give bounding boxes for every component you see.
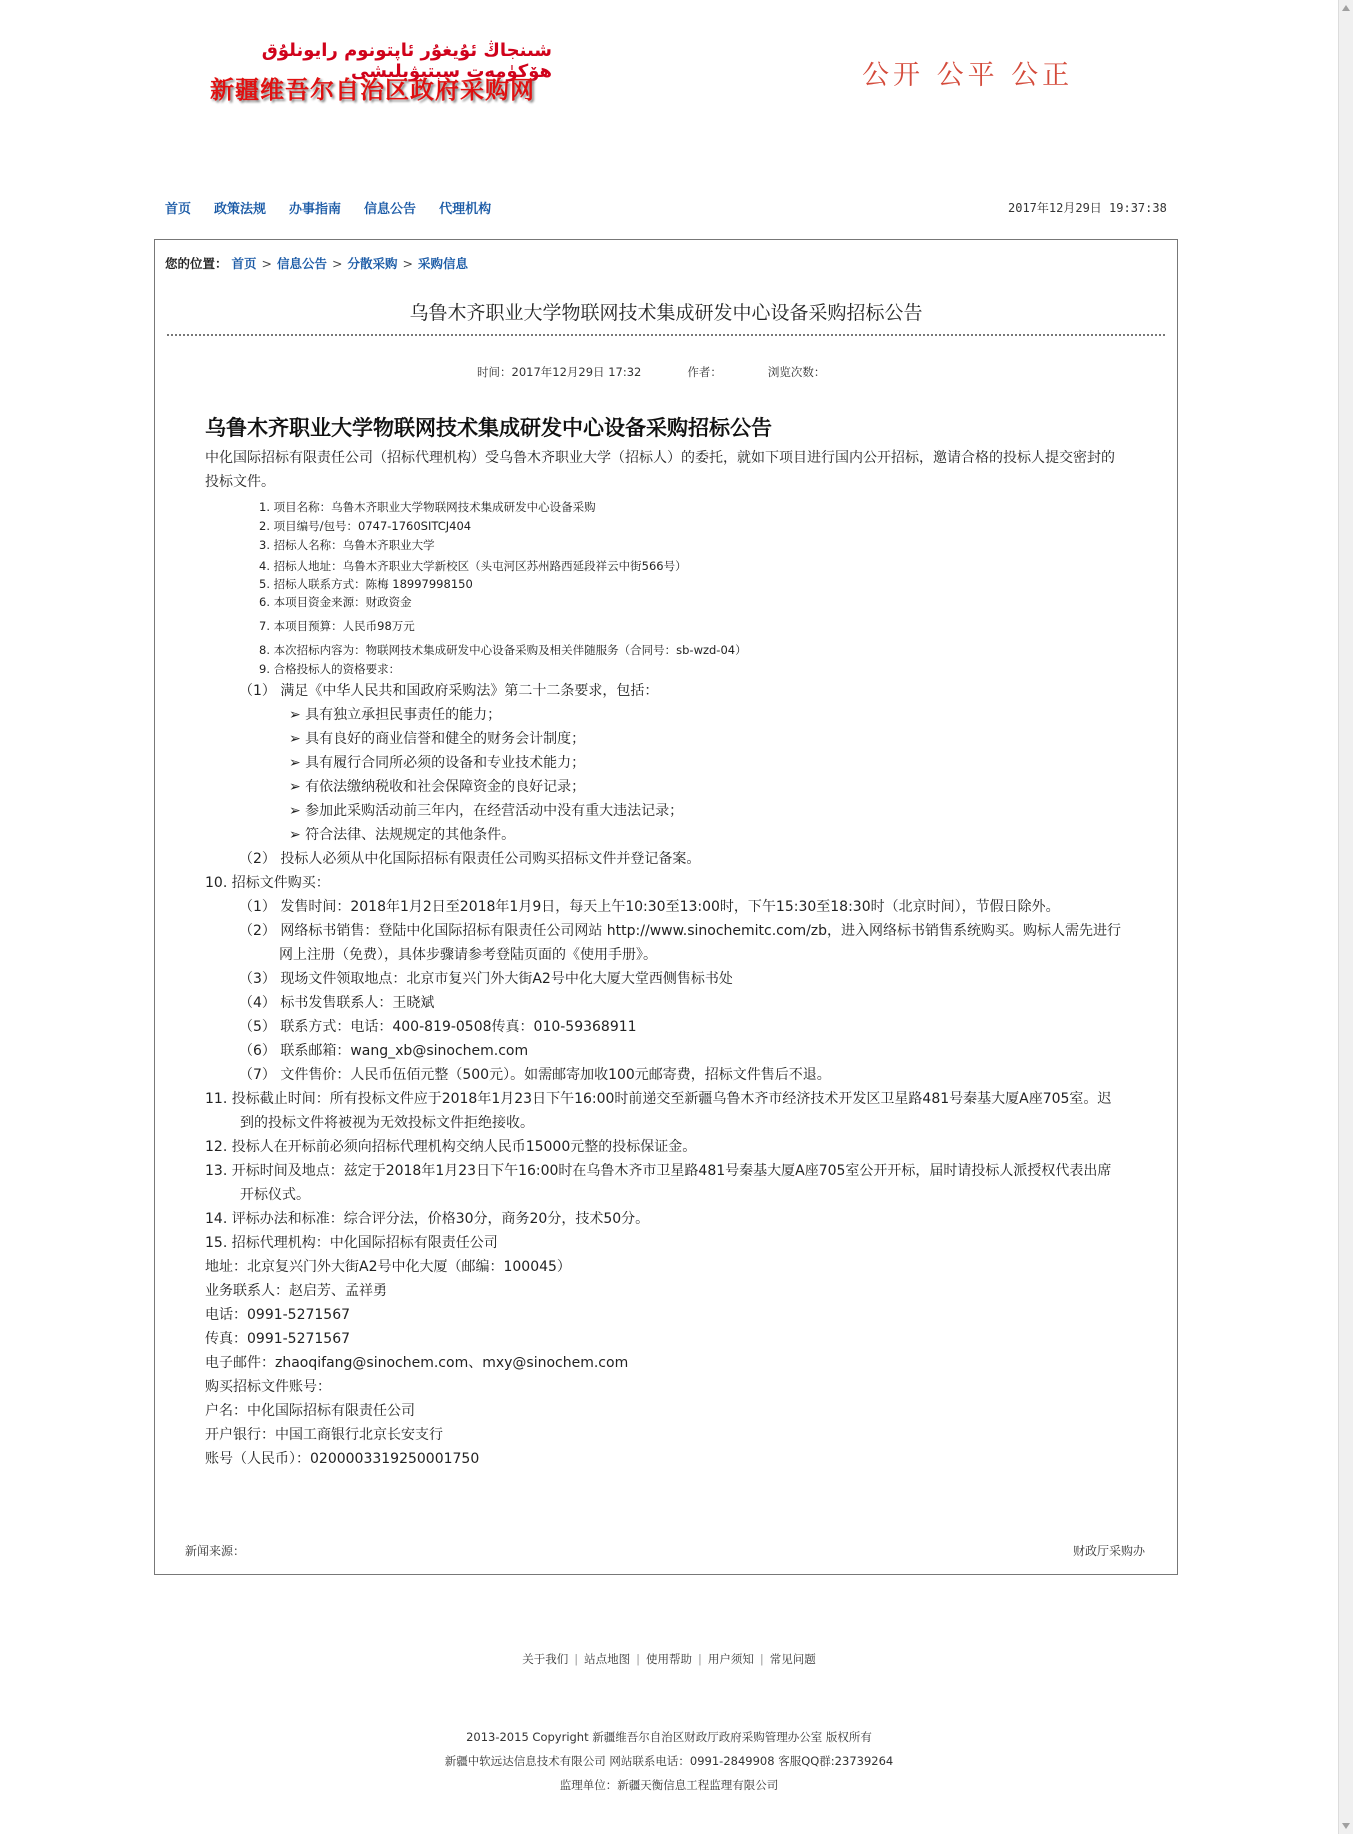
qualification-bullet: ➢ 具有履行合同所必须的设备和专业技术能力； xyxy=(289,755,586,771)
top-nav xyxy=(165,198,514,217)
dotted-divider xyxy=(167,334,1165,336)
footer-link-about[interactable]: 关于我们 xyxy=(522,1652,569,1666)
breadcrumb-sep: > xyxy=(332,256,343,271)
footer-divider: | xyxy=(636,1652,640,1666)
breadcrumb-label: 您的位置： xyxy=(165,256,228,271)
project-info-item: 5. 招标人联系方式：陈梅 18997998150 xyxy=(259,577,473,591)
qualification-bullet: ➢ 具有良好的商业信誉和健全的财务会计制度； xyxy=(289,731,586,747)
section-item: 15. 招标代理机构：中化国际招标有限责任公司 xyxy=(205,1235,498,1251)
purchase-item: （6） 联系邮箱：wang_xb@sinochem.com xyxy=(239,1043,529,1059)
breadcrumb-notices[interactable]: 信息公告 xyxy=(277,256,328,271)
contact-line: 业务联系人：赵启芳、孟祥勇 xyxy=(205,1283,387,1299)
section-10-heading: 10. 招标文件购买： xyxy=(205,875,330,891)
nav-notices[interactable]: 信息公告 xyxy=(364,202,417,217)
project-info-item: 4. 招标人地址：乌鲁木齐职业大学新校区（头屯河区苏州路西延段祥云中街566号） xyxy=(259,559,687,573)
footer-link-sitemap[interactable]: 站点地图 xyxy=(584,1652,631,1666)
qualification-1: （1） 满足《中华人民共和国政府采购法》第二十二条要求，包括： xyxy=(239,683,659,699)
article-container xyxy=(154,239,1178,1575)
contact-line: 电话：0991-5271567 xyxy=(205,1307,351,1323)
section-item: 13. 开标时间及地点：兹定于2018年1月23日下午16:00时在乌鲁木齐市卫星路481号秦基大厦A座705室公开开标，届时请投标人派授权代表出席开标仪式。 xyxy=(205,1163,1112,1203)
project-info-item: 1. 项目名称：乌鲁木齐职业大学物联网技术集成研发中心设备采购 xyxy=(259,500,596,514)
slogan: 公开 公平 公正 xyxy=(862,60,1074,91)
logo-uyghur-text: شىنجاڭ ئۇيغۇر ئاپتونوم رايونلۇق ھۆكۈمەت سېتىۋېلىشى xyxy=(261,40,552,82)
project-info-item: 6. 本项目资金来源：财政资金 xyxy=(259,595,412,609)
purchase-item: （4） 标书发售联系人：王晓斌 xyxy=(239,995,435,1011)
project-info-item: 9. 合格投标人的资格要求： xyxy=(259,662,401,676)
article-heading: 乌鲁木齐职业大学物联网技术集成研发中心设备采购招标公告 xyxy=(205,416,772,440)
article-body xyxy=(205,412,1125,1471)
news-source-label: 新闻来源： xyxy=(185,1544,246,1558)
current-datetime: 2017年12月29日 19:37:38 xyxy=(1008,201,1167,215)
qualification-bullet: ➢ 符合法律、法规规定的其他条件。 xyxy=(289,827,516,843)
qualification-2: （2） 投标人必须从中化国际招标有限责任公司购买招标文件并登记备案。 xyxy=(239,851,701,867)
scroll-down-arrow-icon[interactable] xyxy=(1342,1823,1350,1829)
project-info-item: 7. 本项目预算：人民币98万元 xyxy=(259,619,415,633)
purchase-item: （5） 联系方式：电话：400-819-0508传真：010-59368911 xyxy=(239,1019,637,1035)
contact-line: 地址：北京复兴门外大街A2号中化大厦（邮编：100045） xyxy=(205,1259,571,1275)
footer-divider: | xyxy=(759,1652,764,1666)
contact-line: 购买招标文件账号： xyxy=(205,1379,331,1395)
nav-policy[interactable]: 政策法规 xyxy=(214,202,267,217)
qualification-bullet: ➢ 具有独立承担民事责任的能力； xyxy=(289,707,502,723)
qualification-bullet: ➢ 有依法缴纳税收和社会保障资金的良好记录； xyxy=(289,779,586,795)
tech-support: 新疆中软远达信息技术有限公司 网站联系电话：0991-2849908 客服QQ群:23739264 xyxy=(444,1754,894,1768)
breadcrumb-home[interactable]: 首页 xyxy=(231,256,257,271)
footer-link-faq[interactable]: 常见问题 xyxy=(769,1652,816,1666)
article-meta xyxy=(477,364,871,380)
project-info-item: 3. 招标人名称：乌鲁木齐职业大学 xyxy=(259,538,435,552)
supervisor: 监理单位：新疆天衡信息工程监理有限公司 xyxy=(559,1778,779,1792)
breadcrumb xyxy=(165,254,468,272)
publishing-office: 财政厅采购办 xyxy=(1072,1544,1145,1558)
author-label: 作者： xyxy=(687,365,722,379)
footer-divider: | xyxy=(698,1652,702,1666)
breadcrumb-procurement-info[interactable]: 采购信息 xyxy=(418,256,469,271)
site-logo[interactable]: 新疆维吾尔自治区政府采购网 xyxy=(210,76,535,104)
project-info-item: 2. 项目编号/包号：0747-1760SITCJ404 xyxy=(259,519,472,533)
nav-home[interactable]: 首页 xyxy=(165,202,192,217)
scroll-up-arrow-icon[interactable] xyxy=(1342,5,1350,11)
section-item: 14. 评标办法和标准：综合评分法，价格30分，商务20分，技术50分。 xyxy=(205,1211,650,1227)
nav-guide[interactable]: 办事指南 xyxy=(289,202,342,217)
project-info-item: 8. 本次招标内容为：物联网技术集成研发中心设备采购及相关伴随服务（合同号：sb-wzd-04） xyxy=(259,643,747,657)
footer-links xyxy=(0,1651,1338,1667)
contact-line: 传真：0991-5271567 xyxy=(205,1331,351,1347)
section-item: 12. 投标人在开标前必须向招标代理机构交纳人民币15000元整的投标保证金。 xyxy=(205,1139,697,1155)
contact-line: 账号（人民币）：0200003319250001750 xyxy=(205,1451,480,1467)
purchase-item: （7） 文件售价：人民币伍佰元整（500元）。如需邮寄加收100元邮寄费，招标文件售后不退。 xyxy=(239,1067,831,1083)
page-title: 乌鲁木齐职业大学物联网技术集成研发中心设备采购招标公告 xyxy=(409,302,923,324)
copyright: 2013-2015 Copyright 新疆维吾尔自治区财政厅政府采购管理办公室 版权所有 xyxy=(466,1730,872,1744)
footer-link-help[interactable]: 使用帮助 xyxy=(646,1652,692,1666)
contact-line: 开户银行：中国工商银行北京长安支行 xyxy=(205,1427,443,1443)
breadcrumb-decentralized[interactable]: 分散采购 xyxy=(347,256,398,271)
footer-link-notice[interactable]: 用户须知 xyxy=(707,1652,754,1666)
purchase-item: （1） 发售时间：2018年1月2日至2018年1月9日，每天上午10:30至13:00时，下午15:30至18:30时（北京时间），节假日除外。 xyxy=(239,899,1060,915)
breadcrumb-sep: > xyxy=(402,256,413,271)
purchase-item: （3） 现场文件领取地点：北京市复兴门外大街A2号中化大厦大堂西侧售标书处 xyxy=(239,971,733,987)
contact-line: 电子邮件：zhaoqifang@sinochem.com、mxy@sinochem.com xyxy=(205,1355,629,1371)
article-intro: 中化国际招标有限责任公司（招标代理机构）受乌鲁木齐职业大学（招标人）的委托，就如下项目进行国内公开招标，邀请合格的投标人提交密封的投标文件。 xyxy=(205,450,1115,490)
footer-divider: | xyxy=(574,1652,579,1666)
qualification-bullet: ➢ 参加此采购活动前三年内，在经营活动中没有重大违法记录； xyxy=(289,803,684,819)
section-item: 11. 投标截止时间：所有投标文件应于2018年1月23日下午16:00时前递交至新疆乌鲁木齐市经济技术开发区卫星路481号秦基大厦A座705室。迟到的投标文件将被视为无效投标文件拒绝接收。 xyxy=(205,1091,1112,1131)
publish-time: 时间：2017年12月29日 17:32 xyxy=(477,365,642,379)
contact-line: 户名：中化国际招标有限责任公司 xyxy=(205,1403,415,1419)
breadcrumb-sep: > xyxy=(261,256,272,271)
vertical-scrollbar[interactable] xyxy=(1338,0,1353,1834)
purchase-item: （2） 网络标书销售：登陆中化国际招标有限责任公司网站 http://www.sinochemitc.com/zb，进入网络标书销售系统购买。购标人需先进行网上注册（免费），具体步骤请参考登陆页面的《使用手册》。 xyxy=(239,923,1122,963)
nav-agencies[interactable]: 代理机构 xyxy=(439,202,492,217)
views-label: 浏览次数： xyxy=(767,365,826,379)
